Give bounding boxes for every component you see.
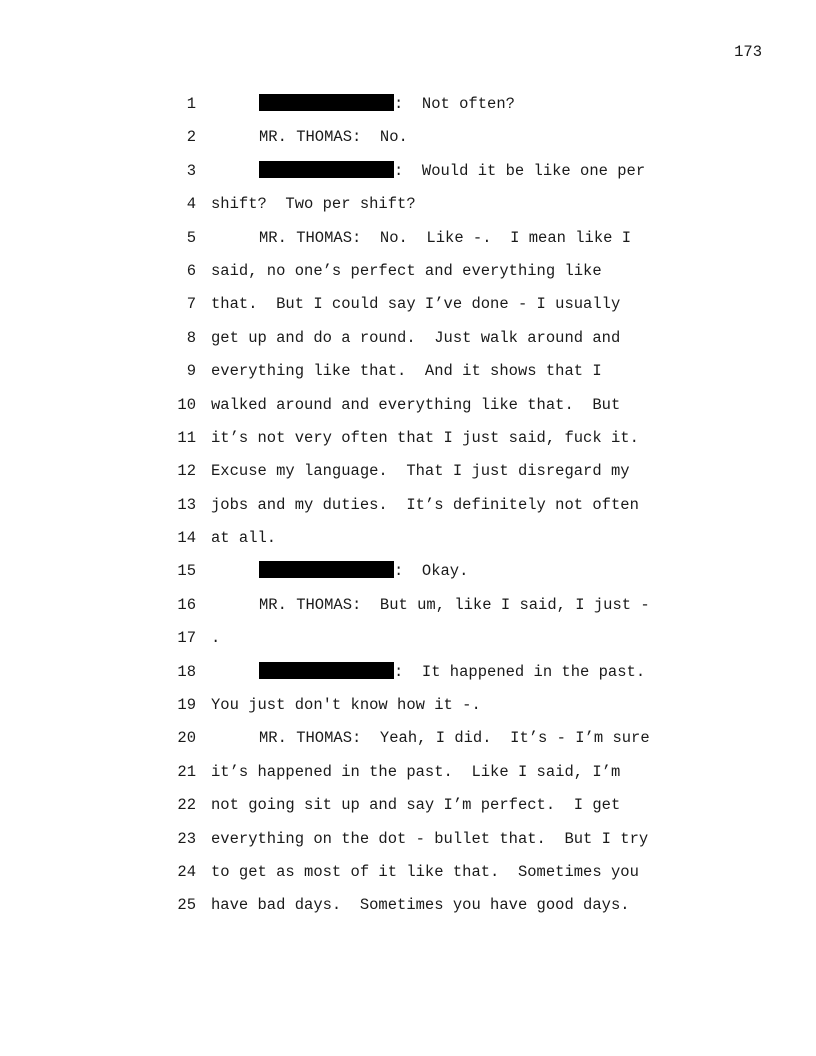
line-content: MR. THOMAS: But um, like I said, I just - [259, 595, 650, 614]
transcript-line [0, 889, 816, 922]
line-number: 22 [177, 796, 196, 815]
line-text [211, 522, 276, 555]
transcript-line [0, 555, 816, 588]
line-text [259, 722, 650, 755]
transcript-line [0, 355, 816, 388]
line-number: 3 [186, 161, 196, 180]
line-text [211, 823, 648, 856]
transcript-line [0, 121, 816, 154]
line-content: it’s not very often that I just said, fuck it. [211, 428, 639, 447]
line-number: 15 [177, 562, 196, 581]
line-content: walked around and everything like that. But [211, 395, 621, 414]
transcript-line [0, 656, 816, 689]
line-content: shift? Two per shift? [211, 195, 416, 214]
redaction-bar [259, 161, 394, 178]
transcript-line [0, 489, 816, 522]
transcript-line [0, 255, 816, 288]
line-content: Excuse my language. That I just disregard my [211, 462, 630, 481]
transcript-line [0, 222, 816, 255]
line-number: 6 [186, 261, 196, 280]
transcript-line [0, 622, 816, 655]
line-text [259, 656, 645, 689]
line-content: at all. [211, 529, 277, 548]
line-content: : It happened in the past. [394, 662, 646, 681]
line-number: 24 [177, 862, 196, 881]
transcript-line [0, 756, 816, 789]
redaction-bar [259, 94, 394, 111]
line-text [259, 555, 468, 588]
transcript-line [0, 823, 816, 856]
line-text [211, 288, 620, 321]
line-text [211, 856, 639, 889]
transcript-line [0, 188, 816, 221]
line-text [259, 155, 645, 188]
line-content: . [211, 629, 221, 648]
line-content: have bad days. Sometimes you have good days. [211, 896, 630, 915]
line-text [211, 756, 620, 789]
line-text [211, 322, 620, 355]
line-content: MR. THOMAS: No. Like -. I mean like I [259, 228, 632, 247]
line-number: 23 [177, 829, 196, 848]
line-text [211, 889, 630, 922]
line-number: 11 [177, 428, 196, 447]
line-number: 8 [186, 328, 196, 347]
line-content: everything on the dot - bullet that. But I try [211, 829, 649, 848]
redaction-bar [259, 662, 394, 679]
line-number: 5 [186, 228, 196, 247]
line-number: 12 [177, 462, 196, 481]
line-number: 10 [177, 395, 196, 414]
transcript-line [0, 689, 816, 722]
line-content: You just don't know how it -. [211, 696, 481, 715]
line-number: 7 [186, 295, 196, 314]
transcript-line [0, 288, 816, 321]
line-content: MR. THOMAS: No. [259, 128, 408, 147]
line-content: get up and do a round. Just walk around and [211, 328, 621, 347]
page-number: 173 [734, 43, 762, 61]
line-number: 17 [177, 629, 196, 648]
transcript-line [0, 322, 816, 355]
line-text [211, 422, 639, 455]
line-text [211, 188, 416, 221]
line-content: : Not often? [394, 95, 515, 113]
line-number: 2 [186, 128, 196, 147]
line-text [259, 88, 515, 121]
line-content: jobs and my duties. It’s definitely not often [211, 495, 639, 514]
line-content: that. But I could say I’ve done - I usually [211, 295, 621, 314]
line-content: everything like that. And it shows that I [211, 362, 602, 381]
line-text [211, 689, 481, 722]
line-content: : Okay. [394, 562, 469, 581]
line-content: it’s happened in the past. Like I said, I’m [211, 762, 621, 781]
line-number: 21 [177, 762, 196, 781]
transcript-line [0, 522, 816, 555]
line-content: to get as most of it like that. Sometimes you [211, 862, 639, 881]
line-text [211, 789, 620, 822]
line-number: 19 [177, 696, 196, 715]
transcript-line [0, 856, 816, 889]
line-number: 25 [177, 896, 196, 915]
line-text [211, 389, 620, 422]
line-text [259, 121, 408, 154]
line-content: not going sit up and say I’m perfect. I get [211, 796, 621, 815]
line-number: 1 [186, 95, 196, 113]
transcript-line [0, 589, 816, 622]
line-content: said, no one’s perfect and everything like [211, 261, 602, 280]
line-text [259, 222, 631, 255]
line-text [211, 622, 220, 655]
transcript-line [0, 455, 816, 488]
line-text [211, 255, 602, 288]
line-number: 16 [177, 595, 196, 614]
line-number: 13 [177, 495, 196, 514]
transcript-line [0, 722, 816, 755]
transcript-line [0, 155, 816, 188]
transcript-line [0, 422, 816, 455]
redaction-bar [259, 561, 394, 578]
transcript-body [0, 88, 816, 923]
line-content: MR. THOMAS: Yeah, I did. It’s - I’m sure [259, 729, 650, 748]
line-number: 9 [186, 362, 196, 381]
line-number: 14 [177, 529, 196, 548]
transcript-line [0, 389, 816, 422]
line-content: : Would it be like one per [394, 161, 646, 180]
line-text [211, 455, 630, 488]
transcript-line [0, 88, 816, 121]
line-text [211, 355, 602, 388]
line-text [211, 489, 639, 522]
line-text [259, 589, 650, 622]
line-number: 20 [177, 729, 196, 748]
transcript-line [0, 789, 816, 822]
line-number: 18 [177, 662, 196, 681]
line-number: 4 [186, 195, 196, 214]
